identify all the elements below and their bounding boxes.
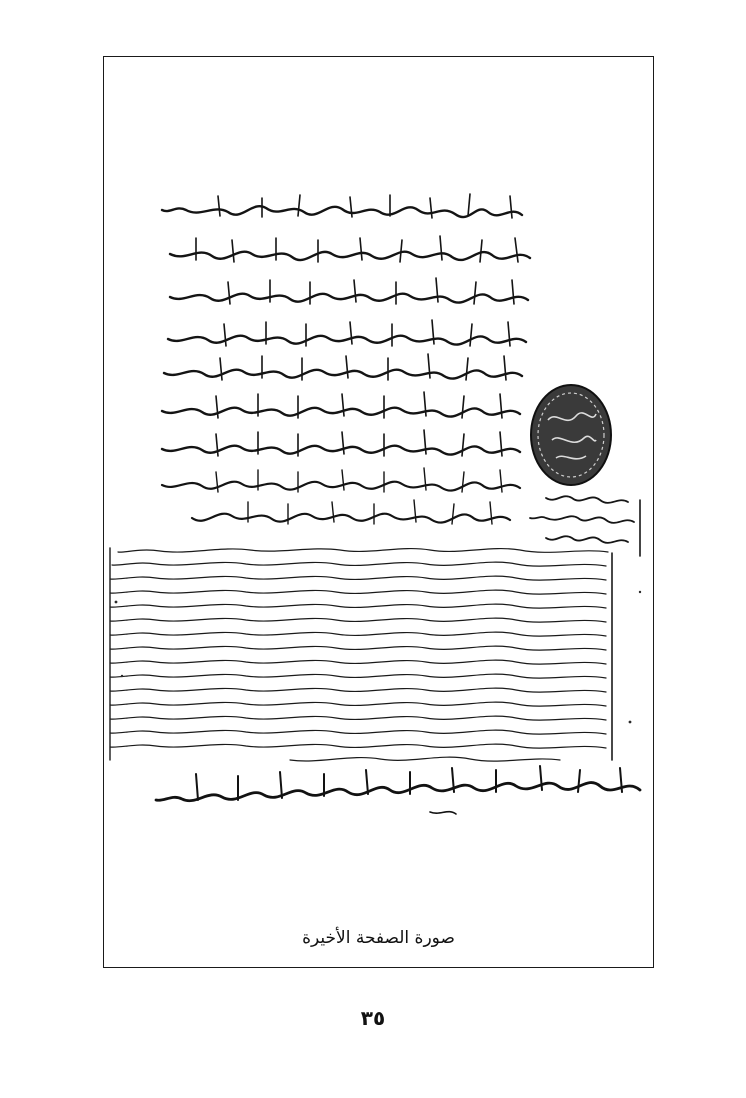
figure-caption: صورة الصفحة الأخيرة: [302, 928, 455, 948]
main-text-block: [162, 194, 530, 524]
seal-stamp: [531, 385, 611, 485]
certificate-block: [110, 548, 612, 761]
signature-line: [156, 766, 640, 814]
margin-note-right: [530, 496, 640, 556]
page-number: ٣٥: [360, 1006, 386, 1030]
page-stains: [115, 591, 642, 724]
